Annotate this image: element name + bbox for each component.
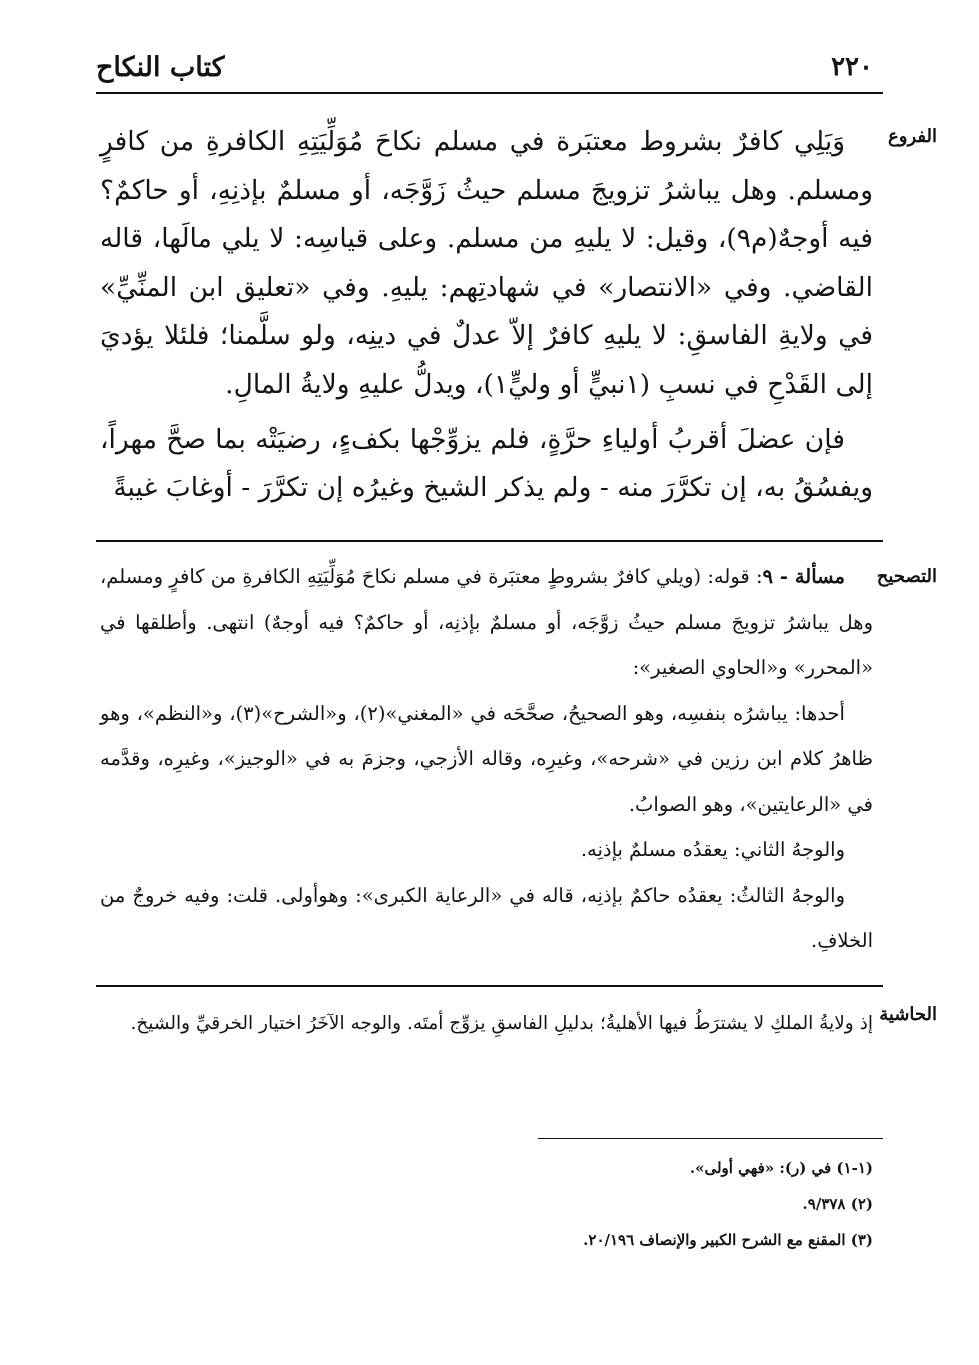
tashih-paragraph-2: أحدها: يباشرُه بنفسِه، وهو الصحيحُ، صحَّحَه في «المغني»(٢)، و«الشرح»(٣)، و«النظم»، وهو ظاهرُ كلام ابن رزين في «شرحه»، وغيرِه، وقاله الأزجي، وجزمَ به في «الوجيز»، وغيرِه، وقدَّمه في «الرعايتين»، وهو الصوابُ. [100,701,873,816]
section-divider [96,985,883,987]
furu-paragraph-2: فإن عضلَ أقربُ أولياءِ حرَّةٍ، فلم يزوِّجْها بكفءٍ، رضيَتْه بما صحَّ مهراً، ويفسُقُ به، إن تكرَّرَ منه - ولم يذكر الشيخ وغيرُه إن تكرَّرَ - أوغابَ غيبةً [100,423,873,504]
hashiya-paragraph: إذ ولايةُ الملكِ لا يشترَطُ فيها الأهليةُ؛ بدليلِ الفاسقِ يزوِّج أمتَه. والوجه الآخَرُ اختيار الخرقيِّ والشيخ. [130,1013,873,1034]
footnote-2: (٢) ٩/٣٧٨. [802,1195,873,1213]
section-divider [96,540,883,542]
footnote-3: (٣) المقنع مع الشرح الكبير والإنصاف ٢٠/١٩٦. [583,1231,873,1249]
footnotes [100,1150,873,1258]
masala-heading: مسألة - ٩ [762,565,845,588]
page-number: ٢٢٠ [831,52,873,82]
tashih-paragraph-4: والوجهُ الثالثُ: يعقدُه حاكمٌ بإذنِه، قاله في «الرعاية الكبرى»: وهوأولى. قلت: وفيه خروجٌ من الخلافِ. [100,883,873,952]
furu-paragraph-1: وَيَلِي كافرٌ بشروط معتبَرة في مسلم نكاحَ مُوَلِّيَتِهِ الكافرةِ من كافرٍ ومسلم. وهل يباشرُ تزويجَ مسلم حيثُ زَوَّجَه، أو مسلمٌ بإذنِهِ، أو حاكمٌ؟ فيه أوجهٌ(م٩)، وقيل: لا يليهِ من مسلم. وعلى قياسِه: لا يلي مالَها، قاله القاضي. وفي «الانتصار» في شهادتِهم: يليهِ. وفي «تعليق ابن المنِّيِّ» في ولايةِ الفاسقِ: لا يليهِ كافرٌ إلاّ عدلٌ في دينِه، ولو سلَّمنا؛ فلئلا يؤديَ إلى القَدْحِ في نسبِ (١نبيٍّ أو وليٍّ١)، ويدلُّ عليهِ ولايةُ المالِ. [100,126,873,400]
tashih-paragraph-1 [100,554,873,691]
running-title: كتاب النكاح [96,52,225,83]
section-label-furu: الفروع [888,126,937,147]
page-header [96,52,883,92]
section-label-hashiya: الحاشية [879,1004,937,1025]
footnote-rule [538,1138,883,1139]
furu-text [100,118,873,513]
section-label-tashih: التصحيح [876,566,937,587]
tashih-paragraph-3: والوجهُ الثاني: يعقدُه مسلمٌ بإذنِه. [580,838,845,861]
footnote-1: (١-١) في (ر): «فهي أولى». [689,1159,873,1177]
tashih-text [100,554,873,964]
hashiya-text [100,1000,873,1048]
tashih-paragraph-1-body: : قوله: (ويلي كافرٌ بشروطٍ معتبَرة في مسلم نكاحَ مُوَلِّيَتِهِ الكافرةِ من كافرٍ ومسلم، وهل يباشرُ تزويجَ مسلم حيثُ زوَّجَه، أو مسلمٌ بإذنِه، أو حاكمٌ؟ فيه أوجهٌ) انتهى. وأطلقها في «المحرر» و«الحاوي الصغير»: [100,565,873,679]
header-rule [96,92,883,94]
